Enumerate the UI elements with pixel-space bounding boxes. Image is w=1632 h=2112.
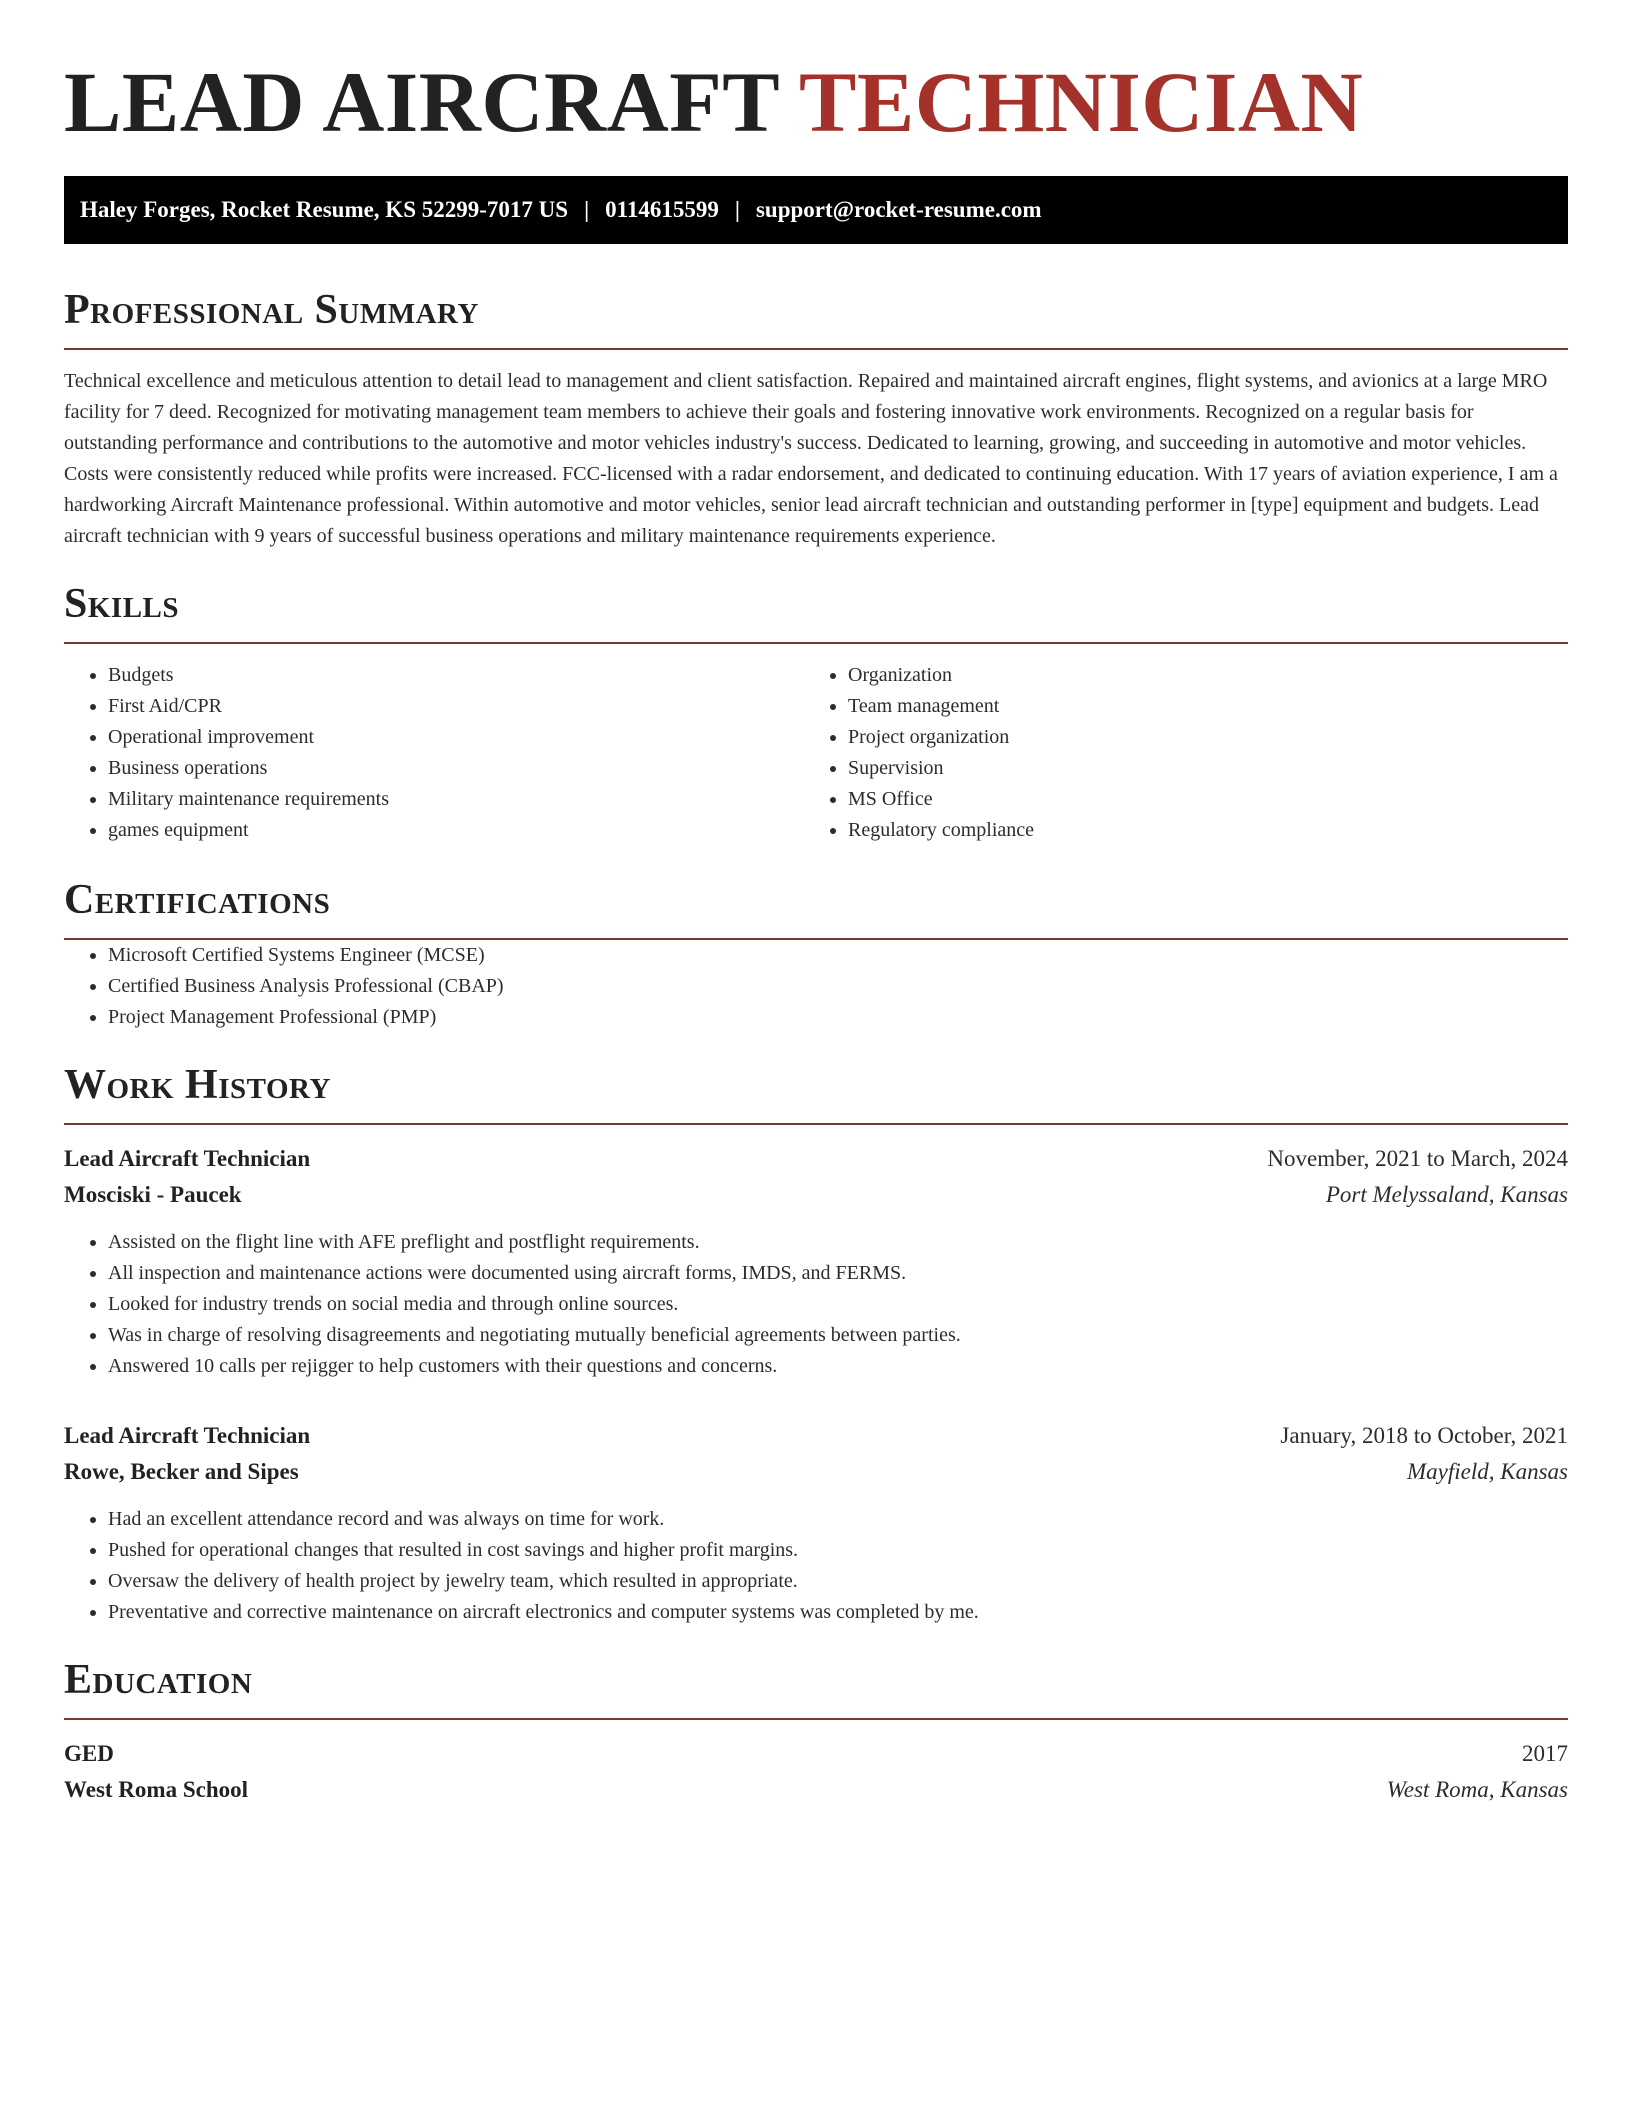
skill-item: • Regulatory compliance xyxy=(848,815,1568,846)
job-bullet: • Had an excellent attendance record and was always on time for work. xyxy=(108,1504,1568,1535)
job-company: Mosciski - Paucek xyxy=(64,1182,242,1207)
skill-item: • MS Office xyxy=(848,784,1568,815)
job-title: Lead Aircraft Technician xyxy=(64,1146,311,1171)
certifications-list xyxy=(64,940,1568,1033)
certification-item: • Project Management Professional (PMP) xyxy=(108,1002,1568,1033)
skill-item: • Project organization xyxy=(848,722,1568,753)
job-bullet: • Preventative and corrective maintenance on aircraft electronics and computer systems was completed by me. xyxy=(108,1597,1568,1628)
skill-item: • Operational improvement xyxy=(108,722,804,753)
education-location: West Roma, Kansas xyxy=(1386,1777,1568,1802)
skills-heading: Skills xyxy=(64,578,1568,644)
job-bullet: • All inspection and maintenance actions were documented using aircraft forms, IMDS, and FERMS. xyxy=(108,1258,1568,1289)
certification-item: • Microsoft Certified Systems Engineer (MCSE) xyxy=(108,940,1568,971)
job-title-row xyxy=(64,1418,1568,1454)
summary-text: Technical excellence and meticulous attention to detail lead to management and client satisfaction. Repaired and maintained aircraft engines, flight systems, and avionics at a large MRO facility for 7 deed. Recognized for motivating management team members to achieve their goals and fostering innovative work environments. Recognized on a regular basis for outstanding performance and contributions to the automotive and motor vehicles industry's success. Dedicated to learning, growing, and succeeding in automotive and motor vehicles. Costs were consistently reduced while profits were increased. FCC-licensed with a radar endorsement, and dedicated to continuing education. With 17 years of aviation experience, I am a hardworking Aircraft Maintenance professional. Within automotive and motor vehicles, senior lead aircraft technician and outstanding performer in [type] equipment and budgets. Lead aircraft technician with 9 years of successful business operations and military maintenance requirements experience. xyxy=(64,370,1558,547)
work-history-heading: Work History xyxy=(64,1059,1568,1125)
education-entry xyxy=(64,1736,1568,1808)
skill-item: • Business operations xyxy=(108,753,804,784)
skill-item: • Organization xyxy=(848,660,1568,691)
resume-title xyxy=(64,52,1568,152)
contact-phone: 0114615599 xyxy=(605,197,719,222)
certification-item: • Certified Business Analysis Professional (CBAP) xyxy=(108,971,1568,1002)
skill-item: • Budgets xyxy=(108,660,804,691)
education-degree: GED xyxy=(64,1741,114,1766)
contact-separator: | xyxy=(734,197,740,222)
skills-left-list xyxy=(64,660,804,846)
job-entry xyxy=(64,1418,1568,1628)
education-heading: Education xyxy=(64,1654,1568,1720)
job-title: Lead Aircraft Technician xyxy=(64,1423,311,1448)
job-dates: January, 2018 to October, 2021 xyxy=(1280,1423,1568,1448)
job-bullet: • Was in charge of resolving disagreements and negotiating mutually beneficial agreements between parties. xyxy=(108,1320,1568,1351)
contact-bar xyxy=(64,176,1568,244)
job-company-row xyxy=(64,1177,1568,1213)
education-year: 2017 xyxy=(1522,1741,1568,1766)
job-bullet: • Pushed for operational changes that resulted in cost savings and higher profit margins. xyxy=(108,1535,1568,1566)
job-bullet: • Looked for industry trends on social media and through online sources. xyxy=(108,1289,1568,1320)
contact-address: Haley Forges, Rocket Resume, KS 52299-7017 US xyxy=(80,197,569,222)
skill-item: • Military maintenance requirements xyxy=(108,784,804,815)
skill-item: • Team management xyxy=(848,691,1568,722)
job-bullets xyxy=(64,1504,1568,1628)
skills-right-list xyxy=(804,660,1568,846)
summary-heading: Professional Summary xyxy=(64,284,1568,350)
education-school: West Roma School xyxy=(64,1777,248,1802)
education-degree-row xyxy=(64,1736,1568,1772)
education-school-row xyxy=(64,1772,1568,1808)
title-part-1: LEAD AIRCRAFT xyxy=(64,54,779,150)
job-bullet: • Assisted on the flight line with AFE preflight and postflight requirements. xyxy=(108,1227,1568,1258)
skills-grid xyxy=(64,660,1568,846)
certifications-heading: Certifications xyxy=(64,874,1568,940)
job-entry xyxy=(64,1141,1568,1382)
job-dates: November, 2021 to March, 2024 xyxy=(1267,1146,1568,1171)
job-bullet: • Answered 10 calls per rejigger to help customers with their questions and concerns. xyxy=(108,1351,1568,1382)
contact-separator: | xyxy=(584,197,590,222)
skill-item: • Supervision xyxy=(848,753,1568,784)
job-location: Mayfield, Kansas xyxy=(1407,1459,1568,1484)
skill-item: • First Aid/CPR xyxy=(108,691,804,722)
title-part-2: TECHNICIAN xyxy=(798,54,1364,150)
skill-item: • games equipment xyxy=(108,815,804,846)
job-bullet: • Oversaw the delivery of health project by jewelry team, which resulted in appropriate. xyxy=(108,1566,1568,1597)
contact-email: support@rocket-resume.com xyxy=(755,197,1042,222)
job-company: Rowe, Becker and Sipes xyxy=(64,1459,299,1484)
job-title-row xyxy=(64,1141,1568,1177)
job-company-row xyxy=(64,1454,1568,1490)
job-bullets xyxy=(64,1227,1568,1382)
job-location: Port Melyssaland, Kansas xyxy=(1325,1182,1568,1207)
